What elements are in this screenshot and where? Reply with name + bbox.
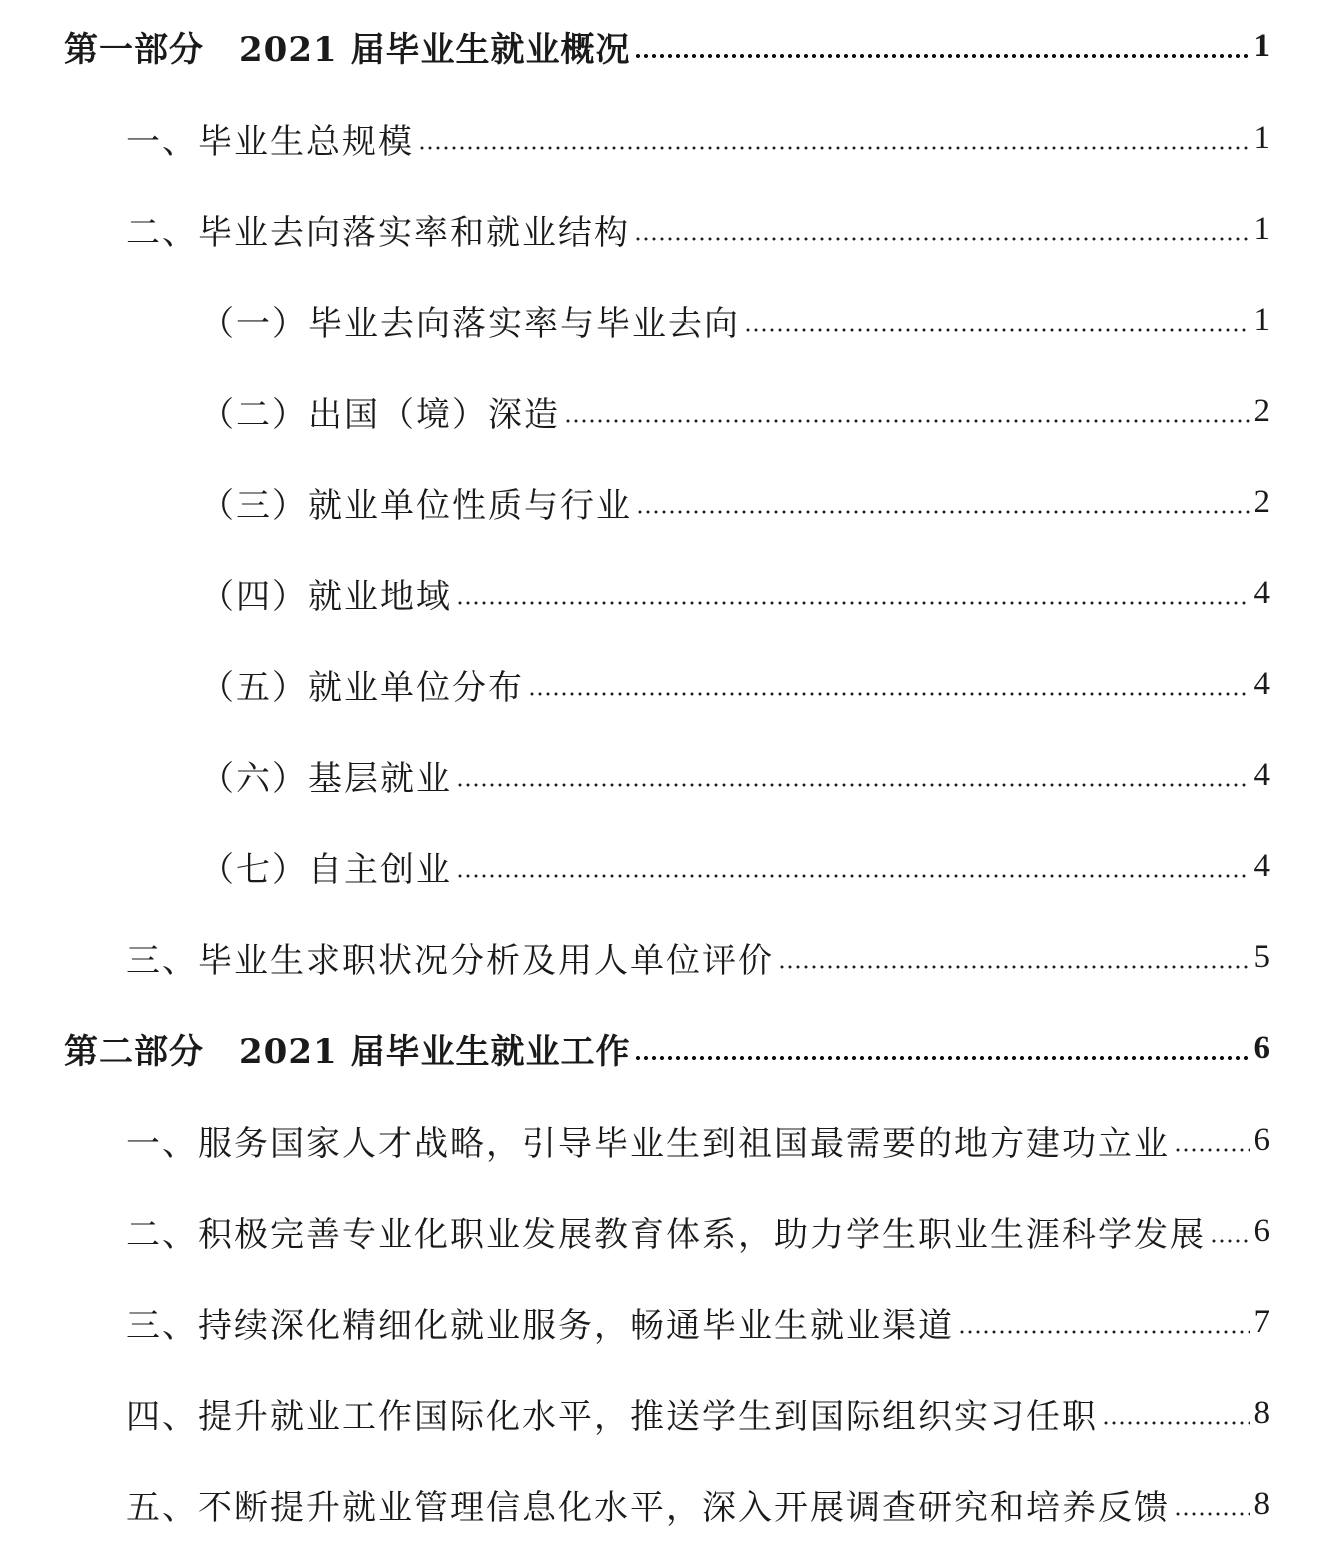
toc-entry-page: 2 xyxy=(1253,483,1270,520)
toc-entry-subsection[interactable] xyxy=(200,290,1270,350)
toc-entry-page: 4 xyxy=(1253,665,1270,702)
toc-entry-page: 5 xyxy=(1253,938,1270,975)
dot-leader xyxy=(634,52,1249,60)
toc-entry-title: （七）自主创业 xyxy=(200,849,452,890)
toc-entry-subsection[interactable] xyxy=(200,563,1270,623)
toc-entry-page: 1 xyxy=(1253,301,1270,338)
toc-entry-section[interactable] xyxy=(126,1474,1270,1534)
toc-entry-page: 4 xyxy=(1253,847,1270,884)
toc-entry-page: 6 xyxy=(1253,1029,1270,1066)
dot-leader xyxy=(456,872,1250,880)
toc-entry-subsection[interactable] xyxy=(200,654,1270,714)
dot-leader xyxy=(744,326,1250,334)
toc-entry-part-1[interactable] xyxy=(64,16,1270,76)
dot-leader xyxy=(564,417,1250,425)
toc-entry-page: 6 xyxy=(1253,1212,1270,1249)
toc-entry-title: 第一部分 2021 届毕业生就业概况 xyxy=(64,29,631,70)
dot-leader xyxy=(528,690,1250,698)
toc-entry-title: 三、持续深化精细化就业服务，畅通毕业生就业渠道 xyxy=(126,1305,954,1346)
toc-entry-section[interactable] xyxy=(126,927,1270,987)
toc-entry-title: （六）基层就业 xyxy=(200,758,452,799)
toc-entry-page: 2 xyxy=(1253,392,1270,429)
toc-entry-section[interactable] xyxy=(126,1201,1270,1261)
dot-leader xyxy=(636,508,1250,516)
toc-entry-title: （五）就业单位分布 xyxy=(200,667,524,708)
dot-leader xyxy=(1210,1237,1250,1245)
toc-entry-title: （一）毕业去向落实率与毕业去向 xyxy=(200,303,740,344)
dot-leader xyxy=(1174,1146,1250,1154)
toc-entry-title: （二）出国（境）深造 xyxy=(200,394,560,435)
dot-leader xyxy=(1174,1510,1250,1518)
toc-entry-page: 8 xyxy=(1253,1485,1270,1522)
toc-entry-title: 五、不断提升就业管理信息化水平，深入开展调查研究和培养反馈 xyxy=(126,1487,1170,1528)
toc-entry-subsection[interactable] xyxy=(200,836,1270,896)
toc-entry-title: （三）就业单位性质与行业 xyxy=(200,485,632,526)
toc-entry-title: 二、毕业去向落实率和就业结构 xyxy=(126,212,630,253)
toc-entry-page: 8 xyxy=(1253,1394,1270,1431)
toc-entry-subsection[interactable] xyxy=(200,472,1270,532)
toc-entry-page: 6 xyxy=(1253,1121,1270,1158)
toc-entry-page: 1 xyxy=(1253,210,1270,247)
toc-entry-page: 1 xyxy=(1253,27,1270,64)
toc-entry-title: 一、服务国家人才战略，引导毕业生到祖国最需要的地方建功立业 xyxy=(126,1123,1170,1164)
toc-entry-section[interactable] xyxy=(126,1110,1270,1170)
toc-entry-title: 二、积极完善专业化职业发展教育体系，助力学生职业生涯科学发展 xyxy=(126,1214,1206,1255)
toc-entry-page: 7 xyxy=(1253,1303,1270,1340)
toc-entry-title: 四、提升就业工作国际化水平，推送学生到国际组织实习任职 xyxy=(126,1396,1098,1437)
toc-entry-page: 1 xyxy=(1253,119,1270,156)
toc-entry-title: 三、毕业生求职状况分析及用人单位评价 xyxy=(126,940,774,981)
dot-leader xyxy=(1102,1419,1250,1427)
toc-entry-section[interactable] xyxy=(126,1383,1270,1443)
toc-entry-page: 4 xyxy=(1253,756,1270,793)
dot-leader xyxy=(456,781,1250,789)
dot-leader xyxy=(456,599,1250,607)
toc-entry-part-2[interactable] xyxy=(64,1018,1270,1078)
toc-entry-page: 4 xyxy=(1253,574,1270,611)
dot-leader xyxy=(778,963,1250,971)
toc-entry-section[interactable] xyxy=(126,108,1270,168)
toc-entry-subsection[interactable] xyxy=(200,381,1270,441)
toc-entry-subsection[interactable] xyxy=(200,745,1270,805)
dot-leader xyxy=(958,1328,1250,1336)
toc-entry-section[interactable] xyxy=(126,199,1270,259)
toc-entry-section[interactable] xyxy=(126,1292,1270,1352)
toc-entry-title: 一、毕业生总规模 xyxy=(126,121,414,162)
toc-entry-title: 第二部分 2021 届毕业生就业工作 xyxy=(64,1031,631,1072)
dot-leader xyxy=(634,1054,1249,1062)
toc-entry-title: （四）就业地域 xyxy=(200,576,452,617)
dot-leader xyxy=(634,235,1250,243)
dot-leader xyxy=(418,144,1250,152)
